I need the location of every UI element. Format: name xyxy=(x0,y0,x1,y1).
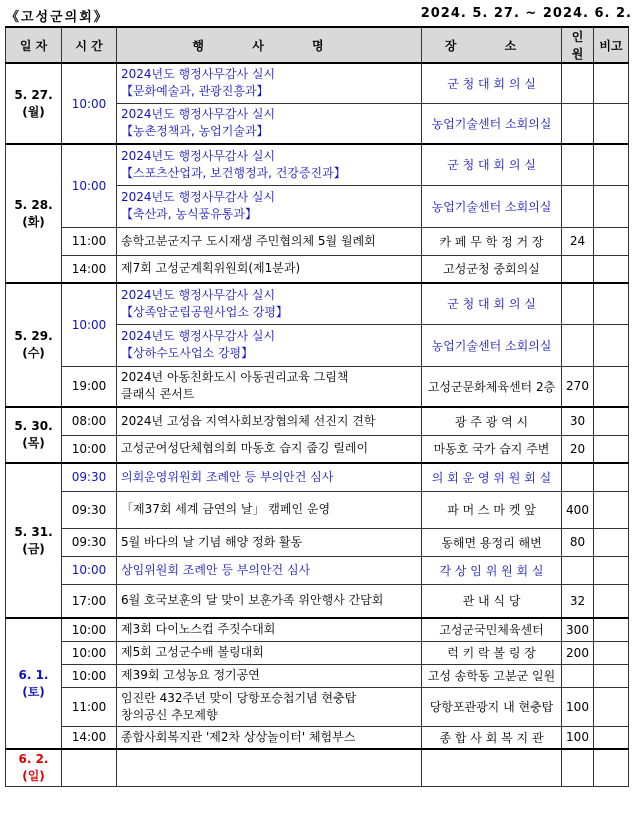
count-cell: 100 xyxy=(562,726,594,749)
table-row xyxy=(6,63,629,103)
event-line: 종합사회복지관 '제2차 상상놀이터' 체험부스 xyxy=(121,729,356,744)
time-cell: 09:30 xyxy=(62,528,117,556)
col-note-header: 비고 xyxy=(594,27,629,63)
table-row xyxy=(6,528,629,556)
note-cell xyxy=(594,324,629,366)
count-cell: 270 xyxy=(562,366,594,407)
table-row xyxy=(6,618,629,641)
event-line: 「제37회 세계 금연의 날」 캠페인 운영 xyxy=(121,502,331,516)
count-cell xyxy=(562,664,594,687)
date-cell: 5. 31. (금) xyxy=(6,463,62,618)
note-cell xyxy=(594,407,629,435)
note-cell xyxy=(594,463,629,491)
note-cell xyxy=(594,556,629,584)
place-cell: 고성군국민체육센터 xyxy=(422,618,562,641)
note-cell xyxy=(594,664,629,687)
event-line: 송학고분군지구 도시재생 주민협의체 5월 월례회 xyxy=(121,233,376,248)
date-cell: 6. 2. (일) xyxy=(6,749,62,786)
time-cell xyxy=(62,749,117,786)
count-cell: 24 xyxy=(562,227,594,255)
schedule-period: 2024. 5. 27. ~ 2024. 6. 2. xyxy=(420,6,632,21)
count-cell xyxy=(562,749,594,786)
note-cell xyxy=(594,491,629,528)
table-row xyxy=(6,283,629,324)
place-cell: 당항포관광지 내 현충탑 xyxy=(422,687,562,726)
note-cell xyxy=(594,726,629,749)
col-event-header: 행 사 명 xyxy=(117,27,422,63)
col-time-header: 시 간 xyxy=(62,27,117,63)
event-line: 제7회 고성군계획위원회(제1분과) xyxy=(121,261,301,276)
time-cell: 11:00 xyxy=(62,227,117,255)
event-line: 【상족암군립공원사업소 강평】 xyxy=(121,304,288,319)
event-line: 2024년도 행정사무감사 실시 xyxy=(121,107,276,122)
event-line: 【축산과, 농식품유통과】 xyxy=(121,207,257,221)
place-cell: 군 청 대 회 의 실 xyxy=(422,63,562,103)
place-cell: 종 합 사 회 복 지 관 xyxy=(422,726,562,749)
time-cell: 10:00 xyxy=(62,556,117,584)
place-cell: 동해면 용정리 해변 xyxy=(422,528,562,556)
place-cell: 군 청 대 회 의 실 xyxy=(422,283,562,324)
place-cell: 럭 키 락 볼 링 장 xyxy=(422,641,562,664)
place-cell: 의 회 운 영 위 원 회 실 xyxy=(422,463,562,491)
event-line: 상임위원회 조례안 등 부의안건 심사 xyxy=(121,562,311,577)
date-cell: 5. 29. (수) xyxy=(6,283,62,407)
count-cell xyxy=(562,556,594,584)
event-line: 【문화예술과, 관광진흥과】 xyxy=(121,84,269,99)
note-cell xyxy=(594,618,629,641)
event-line: 2024년 고성읍 지역사회보장협의체 선진지 견학 xyxy=(121,413,376,428)
time-cell: 11:00 xyxy=(62,687,117,726)
count-cell: 200 xyxy=(562,641,594,664)
time-cell: 08:00 xyxy=(62,407,117,435)
count-cell xyxy=(562,255,594,283)
table-row xyxy=(6,463,629,491)
note-cell xyxy=(594,227,629,255)
note-cell xyxy=(594,103,629,144)
event-line: 임진란 432주년 맞이 당항포승첩기념 현충탑 xyxy=(121,690,357,705)
note-cell xyxy=(594,435,629,463)
event-cell xyxy=(117,687,422,726)
event-line: 제39회 고성농요 정기공연 xyxy=(121,668,260,682)
event-cell xyxy=(117,324,422,366)
event-cell xyxy=(117,103,422,144)
event-line: 【상하수도사업소 강평】 xyxy=(121,346,254,360)
note-cell xyxy=(594,185,629,227)
place-cell: 고성 송학동 고분군 일원 xyxy=(422,664,562,687)
time-cell: 14:00 xyxy=(62,255,117,283)
date-cell: 5. 28. (화) xyxy=(6,144,62,283)
event-cell xyxy=(117,528,422,556)
place-cell: 농업기술센터 소회의실 xyxy=(422,185,562,227)
count-cell: 100 xyxy=(562,687,594,726)
time-cell: 14:00 xyxy=(62,726,117,749)
time-cell: 17:00 xyxy=(62,584,117,618)
table-row xyxy=(6,366,629,407)
count-cell: 400 xyxy=(562,491,594,528)
table-header-row xyxy=(6,27,629,63)
col-place-header: 장 소 xyxy=(422,27,562,63)
place-cell: 파 머 스 마 켓 앞 xyxy=(422,491,562,528)
count-cell: 32 xyxy=(562,584,594,618)
event-cell xyxy=(117,618,422,641)
note-cell xyxy=(594,687,629,726)
event-line: 2024년도 행정사무감사 실시 xyxy=(121,148,276,163)
count-cell: 80 xyxy=(562,528,594,556)
event-line: 제5회 고성군수배 볼링대회 xyxy=(121,645,264,659)
event-cell xyxy=(117,366,422,407)
event-cell xyxy=(117,749,422,786)
time-cell: 09:30 xyxy=(62,491,117,528)
count-cell: 30 xyxy=(562,407,594,435)
note-cell xyxy=(594,584,629,618)
event-line: 【농촌정책과, 농업기술과】 xyxy=(121,124,269,139)
time-cell: 10:00 xyxy=(62,144,117,227)
event-cell xyxy=(117,664,422,687)
time-cell: 09:30 xyxy=(62,463,117,491)
event-line: 5월 바다의 날 기념 해양 정화 활동 xyxy=(121,534,303,549)
event-cell xyxy=(117,63,422,103)
note-cell xyxy=(594,63,629,103)
note-cell xyxy=(594,283,629,324)
date-cell: 6. 1. (토) xyxy=(6,618,62,749)
event-line: 【스포츠산업과, 보건행정과, 건강증진과】 xyxy=(121,165,346,180)
table-row xyxy=(6,641,629,664)
table-row xyxy=(6,556,629,584)
event-cell xyxy=(117,584,422,618)
event-line: 창의공신 추모제향 xyxy=(121,707,218,722)
time-cell: 10:00 xyxy=(62,435,117,463)
event-line: 2024년도 행정사무감사 실시 xyxy=(121,287,276,302)
event-line: 6월 호국보훈의 달 맞이 보훈가족 위안행사 간담회 xyxy=(121,593,384,608)
department-title: 《고성군의회》 xyxy=(6,10,109,25)
event-line: 2024년도 행정사무감사 실시 xyxy=(121,329,276,343)
note-cell xyxy=(594,528,629,556)
event-cell xyxy=(117,491,422,528)
time-cell: 19:00 xyxy=(62,366,117,407)
note-cell xyxy=(594,749,629,786)
place-cell: 군 청 대 회 의 실 xyxy=(422,144,562,185)
note-cell xyxy=(594,144,629,185)
count-cell xyxy=(562,144,594,185)
table-row xyxy=(6,584,629,618)
event-line: 고성군여성단체협의회 마동호 습지 줍깅 릴레이 xyxy=(121,441,369,456)
place-cell: 마동호 국가 습지 주변 xyxy=(422,435,562,463)
event-line: 클래식 콘서트 xyxy=(121,387,195,402)
table-row xyxy=(6,227,629,255)
place-cell: 각 상 임 위 원 회 실 xyxy=(422,556,562,584)
time-cell: 10:00 xyxy=(62,283,117,366)
time-cell: 10:00 xyxy=(62,664,117,687)
place-cell: 고성군문화체육센터 2층 xyxy=(422,366,562,407)
event-cell xyxy=(117,227,422,255)
note-cell xyxy=(594,255,629,283)
event-line: 2024년도 행정사무감사 실시 xyxy=(121,190,276,204)
event-cell xyxy=(117,463,422,491)
count-cell xyxy=(562,283,594,324)
table-row xyxy=(6,491,629,528)
table-row xyxy=(6,407,629,435)
count-cell xyxy=(562,324,594,366)
event-line: 2024년 아동친화도시 아동권리교육 그림책 xyxy=(121,370,349,385)
place-cell: 고성군청 중회의실 xyxy=(422,255,562,283)
event-cell xyxy=(117,255,422,283)
date-cell: 5. 30. (목) xyxy=(6,407,62,463)
event-cell xyxy=(117,283,422,324)
time-cell: 10:00 xyxy=(62,618,117,641)
table-row xyxy=(6,144,629,185)
event-line: 2024년도 행정사무감사 실시 xyxy=(121,67,276,82)
event-line: 의회운영위원회 조례안 등 부의안건 심사 xyxy=(121,469,334,484)
table-row xyxy=(6,749,629,786)
time-cell: 10:00 xyxy=(62,63,117,144)
place-cell: 관 내 식 당 xyxy=(422,584,562,618)
event-cell xyxy=(117,435,422,463)
count-cell xyxy=(562,63,594,103)
table-row xyxy=(6,664,629,687)
date-cell: 5. 27. (월) xyxy=(6,63,62,144)
schedule-header xyxy=(0,0,640,26)
place-cell: 농업기술센터 소회의실 xyxy=(422,324,562,366)
count-cell: 300 xyxy=(562,618,594,641)
table-row xyxy=(6,726,629,749)
table-row xyxy=(6,687,629,726)
note-cell xyxy=(594,366,629,407)
event-cell xyxy=(117,641,422,664)
event-line: 제3회 다이노스컵 주짓수대회 xyxy=(121,622,276,637)
place-cell xyxy=(422,749,562,786)
event-cell xyxy=(117,556,422,584)
place-cell: 광 주 광 역 시 xyxy=(422,407,562,435)
schedule-table xyxy=(5,26,629,787)
count-cell xyxy=(562,463,594,491)
table-row xyxy=(6,435,629,463)
count-cell xyxy=(562,185,594,227)
event-cell xyxy=(117,726,422,749)
event-cell xyxy=(117,144,422,185)
col-count-header: 인원 xyxy=(562,27,594,63)
table-row xyxy=(6,255,629,283)
col-date-header: 일 자 xyxy=(6,27,62,63)
event-cell xyxy=(117,185,422,227)
count-cell xyxy=(562,103,594,144)
time-cell: 10:00 xyxy=(62,641,117,664)
count-cell: 20 xyxy=(562,435,594,463)
schedule-body xyxy=(6,63,629,786)
place-cell: 농업기술센터 소회의실 xyxy=(422,103,562,144)
note-cell xyxy=(594,641,629,664)
place-cell: 카 페 무 학 정 거 장 xyxy=(422,227,562,255)
event-cell xyxy=(117,407,422,435)
